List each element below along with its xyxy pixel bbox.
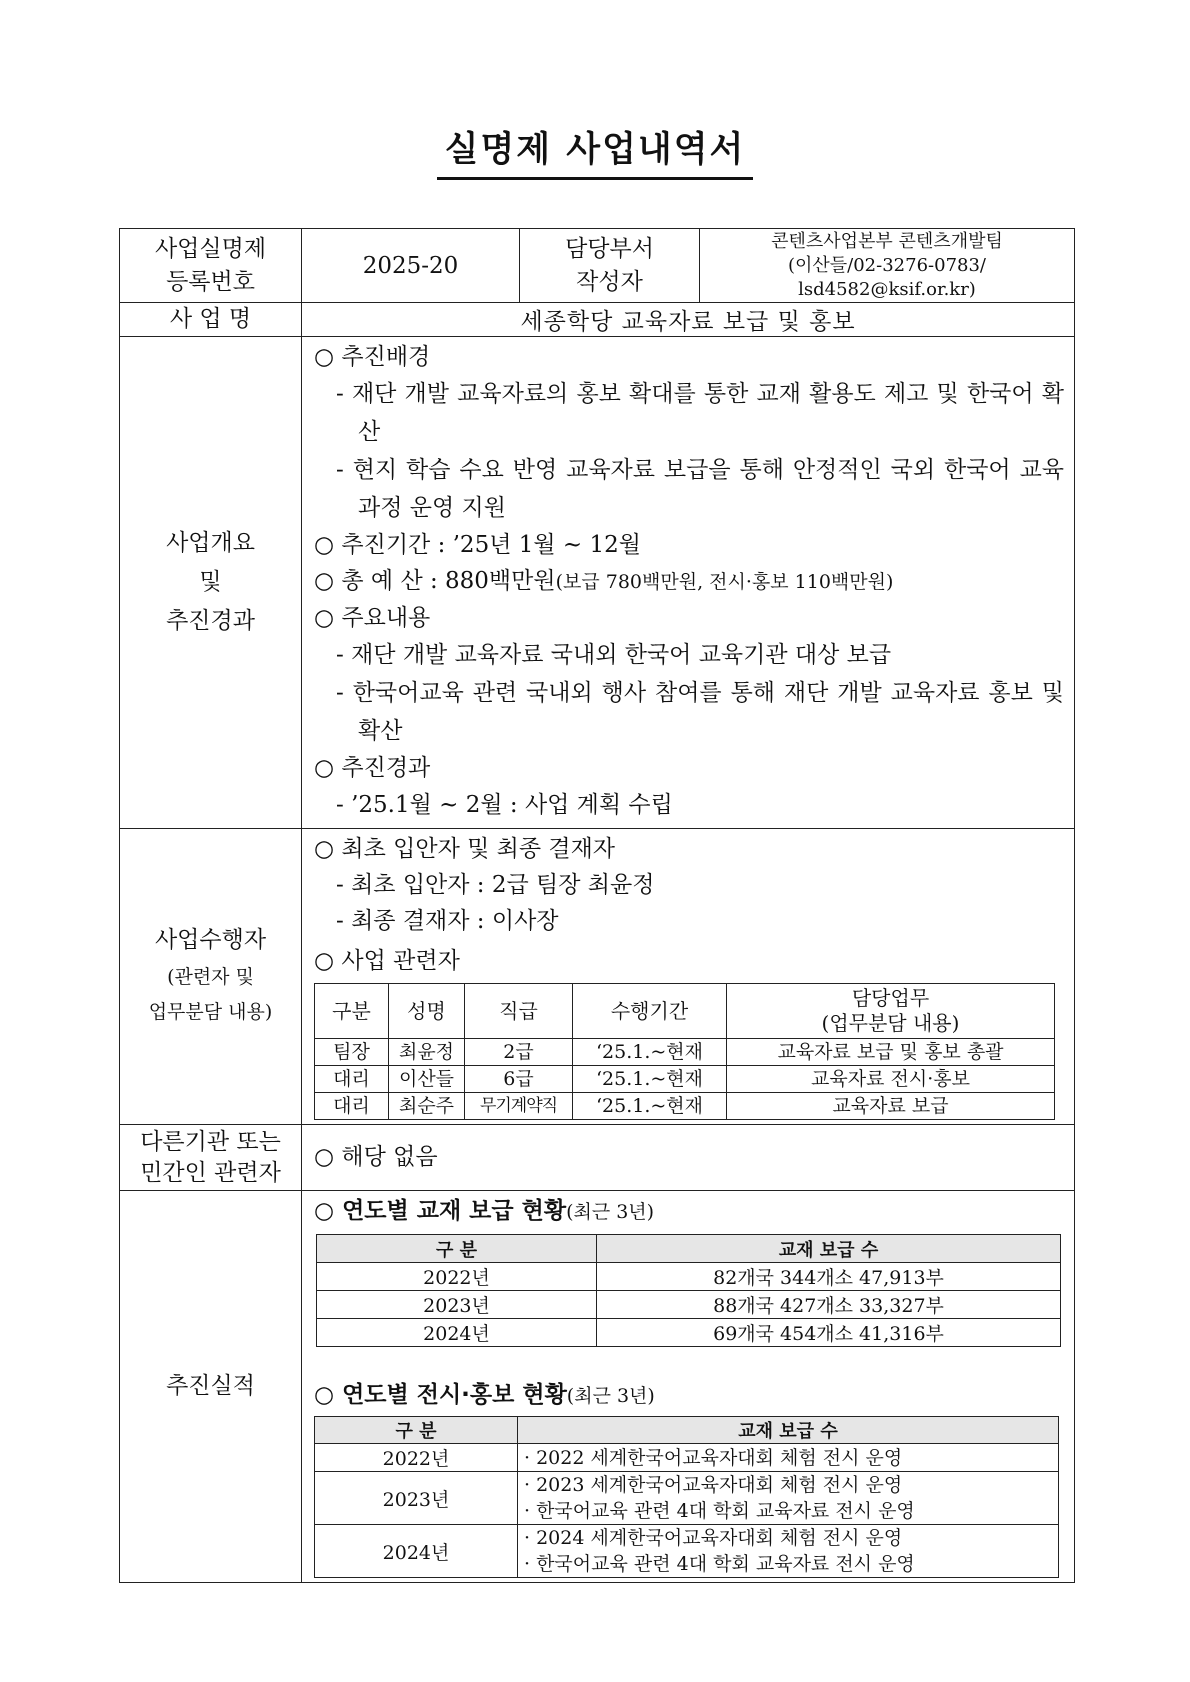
book-count: 82개국 344개소 47,913부 xyxy=(597,1263,1061,1291)
staff-duty: 교육자료 보급 xyxy=(727,1093,1055,1120)
staff-rank: 2급 xyxy=(465,1039,573,1066)
staff-header-duty-line1: 담당업무 xyxy=(851,986,930,1010)
staff-category: 팀장 xyxy=(315,1039,389,1066)
staff-category: 대리 xyxy=(315,1093,389,1120)
author-contact: (이산들/02-3276-0783/ xyxy=(787,254,986,276)
performer-label-line2: (관련자 및 xyxy=(167,966,254,988)
first-drafter: - 최초 입안자 : 2급 팀장 최윤정 xyxy=(336,872,655,898)
staff-duty: 교육자료 보급 및 홍보 총괄 xyxy=(727,1039,1055,1066)
main-content-item: - 재단 개발 교육자료 국내외 한국어 교육기관 대상 보급 xyxy=(336,642,892,668)
book-year: 2023년 xyxy=(317,1291,597,1319)
expo-item: · 2024 세계한국어교육자대회 체험 전시 운영 xyxy=(524,1527,903,1549)
business-record-table xyxy=(119,228,1075,1583)
project-name-label: 사 업 명 xyxy=(120,303,302,337)
results-content xyxy=(302,1191,1075,1583)
main-content-item: - 한국어교육 관련 국내외 행사 참여를 통해 재단 개발 교육자료 홍보 및 확산 xyxy=(336,680,1064,744)
expo-item: · 2022 세계한국어교육자대회 체험 전시 운영 xyxy=(524,1446,903,1469)
results-row xyxy=(120,1191,1075,1583)
others-row xyxy=(120,1125,1075,1191)
project-name-row xyxy=(120,303,1075,337)
staff-rank: 무기계약직 xyxy=(465,1093,573,1120)
staff-header-duty xyxy=(727,984,1055,1039)
book-row xyxy=(317,1319,1061,1347)
department-name: 콘텐츠사업본부 콘텐츠개발팀 xyxy=(771,230,1003,252)
budget-detail: (보급 780백만원, 전시·홍보 110백만원) xyxy=(555,571,894,593)
staff-category: 대리 xyxy=(315,1066,389,1093)
overview-row xyxy=(120,337,1075,829)
others-label-line2: 민간인 관련자 xyxy=(140,1159,281,1186)
expo-year: 2023년 xyxy=(315,1472,518,1525)
staff-period: ‘25.1.~현재 xyxy=(573,1066,727,1093)
performer-row xyxy=(120,829,1075,1125)
progress-heading: ○ 추진경과 xyxy=(314,755,431,781)
document-title: 실명제 사업내역서 xyxy=(437,122,754,180)
others-label xyxy=(120,1125,302,1191)
others-text: ○ 해당 없음 xyxy=(314,1143,438,1170)
staff-row xyxy=(315,1093,1055,1120)
staff-rank: 6급 xyxy=(465,1066,573,1093)
staff-name: 이산들 xyxy=(389,1066,465,1093)
project-name: 세종학당 교육자료 보급 및 홍보 xyxy=(302,303,1075,337)
staff-duty: 교육자료 전시·홍보 xyxy=(727,1066,1055,1093)
staff-header-category: 구분 xyxy=(315,984,389,1039)
department-label xyxy=(520,229,700,303)
book-supply-heading xyxy=(314,1193,1064,1230)
book-supply-note: (최근 3년) xyxy=(566,1201,655,1223)
staff-row xyxy=(315,1039,1055,1066)
budget-total: ○ 총 예 산 : 880백만원 xyxy=(314,568,556,594)
staff-name: 최순주 xyxy=(389,1093,465,1120)
department-label-line1: 담당부서 xyxy=(565,235,654,262)
book-supply-table xyxy=(316,1234,1061,1347)
department-value xyxy=(700,229,1075,303)
book-header-count: 교재 보급 수 xyxy=(597,1235,1061,1263)
expo-items xyxy=(518,1525,1059,1578)
others-content xyxy=(302,1125,1075,1191)
staff-period: ‘25.1.~현재 xyxy=(573,1039,727,1066)
final-approver: - 최종 결재자 : 이사장 xyxy=(336,908,559,934)
performer-content xyxy=(302,829,1075,1125)
staff-table xyxy=(314,983,1055,1120)
book-header-row xyxy=(317,1235,1061,1263)
period: ○ 추진기간 : ’25년 1월 ~ 12월 xyxy=(314,532,641,558)
first-drafter-heading: ○ 최초 입안자 및 최종 결재자 xyxy=(314,836,616,862)
progress-item: - ’25.1월 ~ 2월 : 사업 계획 수립 xyxy=(336,792,673,818)
expo-header-category: 구 분 xyxy=(315,1417,518,1444)
performer-label-line3: 업무분담 내용) xyxy=(148,1001,273,1023)
overview-label xyxy=(120,337,302,829)
background-item: - 재단 개발 교육자료의 홍보 확대를 통한 교재 활용도 제고 및 한국어 확산 xyxy=(336,381,1064,445)
expo-row xyxy=(315,1472,1059,1525)
budget xyxy=(314,563,1064,600)
related-persons-heading: ○ 사업 관련자 xyxy=(314,948,460,974)
expo-item: · 한국어교육 관련 4대 학회 교육자료 전시 운영 xyxy=(524,1553,915,1575)
book-year: 2022년 xyxy=(317,1263,597,1291)
main-content-heading: ○ 주요내용 xyxy=(314,605,431,631)
overview-label-line1: 사업개요 xyxy=(166,530,255,556)
expo-header-row xyxy=(315,1417,1059,1444)
performer-label xyxy=(120,829,302,1125)
staff-row xyxy=(315,1066,1055,1093)
expo-row xyxy=(315,1525,1059,1578)
expo-year: 2024년 xyxy=(315,1525,518,1578)
staff-period: ‘25.1.~현재 xyxy=(573,1093,727,1120)
overview-label-line3: 추진경과 xyxy=(166,608,255,634)
book-count: 69개국 454개소 41,316부 xyxy=(597,1319,1061,1347)
staff-header-rank: 직급 xyxy=(465,984,573,1039)
book-count: 88개국 427개소 33,327부 xyxy=(597,1291,1061,1319)
staff-header-row xyxy=(315,984,1055,1039)
background-heading: ○ 추진배경 xyxy=(314,344,431,370)
registration-number: 2025-20 xyxy=(302,229,520,303)
registration-label-line1: 사업실명제 xyxy=(154,235,267,262)
document-title-wrap xyxy=(0,122,1190,180)
exhibition-heading xyxy=(314,1377,1064,1414)
staff-header-period: 수행기간 xyxy=(573,984,727,1039)
background-item: - 현지 학습 수요 반영 교육자료 보급을 통해 안정적인 국외 한국어 교육과정 운영 지원 xyxy=(336,457,1064,521)
exhibition-title: ○ 연도별 전시·홍보 현황 xyxy=(314,1382,567,1408)
header-row xyxy=(120,229,1075,303)
others-label-line1: 다른기관 또는 xyxy=(140,1128,281,1155)
staff-header-name: 성명 xyxy=(389,984,465,1039)
expo-year: 2022년 xyxy=(315,1444,518,1472)
book-row xyxy=(317,1291,1061,1319)
book-year: 2024년 xyxy=(317,1319,597,1347)
exhibition-table xyxy=(314,1416,1059,1578)
expo-items xyxy=(518,1444,1059,1472)
results-label: 추진실적 xyxy=(120,1191,302,1583)
expo-item: · 2023 세계한국어교육자대회 체험 전시 운영 xyxy=(524,1474,903,1496)
book-row xyxy=(317,1263,1061,1291)
exhibition-note: (최근 3년) xyxy=(566,1385,655,1407)
expo-header-items: 교재 보급 수 xyxy=(518,1417,1059,1444)
staff-header-duty-line2: (업무분담 내용) xyxy=(821,1011,960,1035)
book-header-category: 구 분 xyxy=(317,1235,597,1263)
author-email: lsd4582@ksif.or.kr) xyxy=(798,278,976,300)
overview-content xyxy=(302,337,1075,829)
expo-items xyxy=(518,1472,1059,1525)
expo-row xyxy=(315,1444,1059,1472)
expo-item: · 한국어교육 관련 4대 학회 교육자료 전시 운영 xyxy=(524,1500,915,1522)
staff-name: 최윤정 xyxy=(389,1039,465,1066)
department-label-line2: 작성자 xyxy=(576,268,643,295)
performer-label-line1: 사업수행자 xyxy=(154,927,267,953)
registration-label xyxy=(120,229,302,303)
overview-label-line2: 및 xyxy=(199,569,222,595)
book-supply-title: ○ 연도별 교재 보급 현황 xyxy=(314,1198,567,1224)
registration-label-line2: 등록번호 xyxy=(166,268,255,295)
